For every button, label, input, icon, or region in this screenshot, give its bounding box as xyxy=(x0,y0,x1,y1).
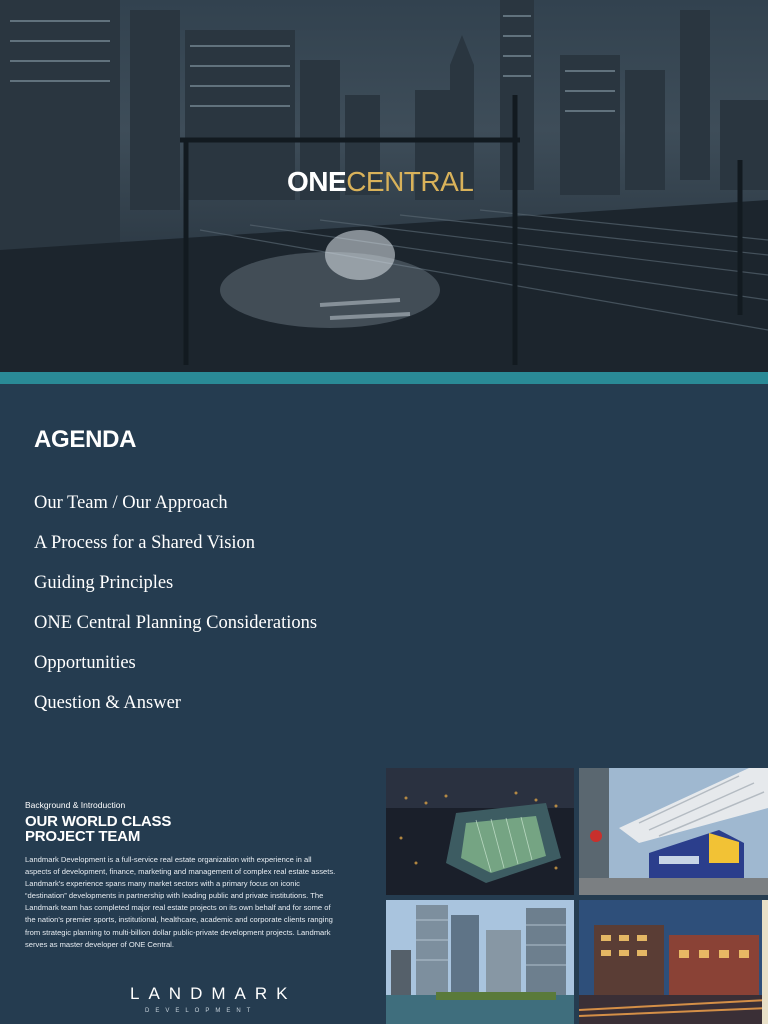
team-title xyxy=(25,814,171,844)
logo-central-text: CENTRAL xyxy=(346,166,474,197)
landmark-logo-subtitle: DEVELOPMENT xyxy=(145,1008,257,1014)
teal-divider xyxy=(0,372,768,384)
agenda-title: AGENDA xyxy=(34,426,137,453)
street-dusk-photo xyxy=(579,900,768,1024)
team-title-line1: OUR WORLD CLASS xyxy=(25,813,172,830)
agenda-item: Guiding Principles xyxy=(34,573,174,593)
team-description: Landmark Development is a full-service real estate organization with experience in all aspects of development, finance, marketing and management of complex real estate assets. Landmark's experience spans many market sectors with a primary focus on iconic “destination” developments in partnership with leading public and private institutions. The Landmark team has completed major real estate projects on its own behalf and for some of the nation's premier sports, institutional, healthcare, academic and corporate clients ranging from strategic planning to multi-billion dollar public-private development projects. Landmark serves as master developer of ONE Central. xyxy=(25,855,336,949)
agenda-item: Question & Answer xyxy=(34,693,181,713)
light-rail-photo xyxy=(579,768,768,895)
agenda-list xyxy=(34,490,317,730)
hero-banner xyxy=(0,0,768,372)
team-section xyxy=(0,768,768,1024)
waterfront-towers-photo xyxy=(386,900,574,1024)
agenda-item: ONE Central Planning Considerations xyxy=(34,613,318,633)
logo-one-text: ONE xyxy=(287,166,347,197)
team-title-line2: PROJECT TEAM xyxy=(25,828,141,845)
section-label: Background & Introduction xyxy=(25,800,126,810)
agenda-item: Opportunities xyxy=(34,653,136,673)
stadium-photo xyxy=(386,768,574,895)
agenda-item: A Process for a Shared Vision xyxy=(34,533,256,553)
agenda-item: Our Team / Our Approach xyxy=(34,493,228,513)
landmark-logo: LANDMARK xyxy=(130,984,297,1003)
agenda-section xyxy=(0,384,768,768)
one-central-logo xyxy=(287,166,473,198)
